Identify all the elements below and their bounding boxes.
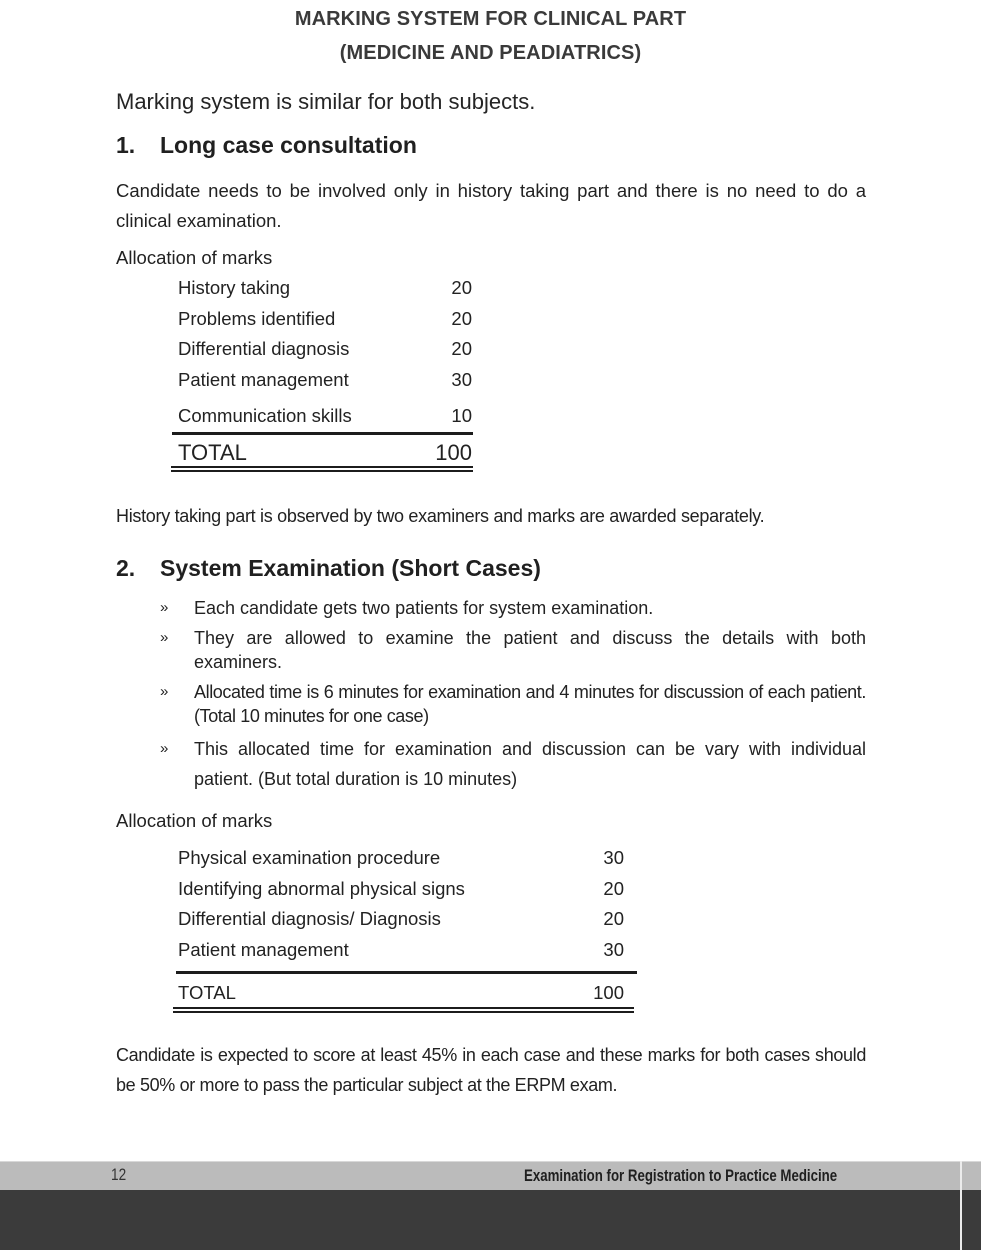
total-label: TOTAL [178,440,247,465]
bullet-item [160,680,866,728]
marks-value: 20 [451,277,472,298]
marks-value: 20 [603,877,624,899]
section-2-total-double-rule [173,1007,634,1013]
section-1-note: History taking part is observed by two examiners and marks are awarded separately. [116,506,765,526]
section-1-paragraph: Candidate needs to be involved only in history taking part and there is no need to do a clinical examination. [116,180,866,231]
intro-text: Marking system is similar for both subjects. [116,89,536,114]
marks-item: Differential diagnosis [178,338,350,359]
marks-value: 20 [451,307,472,329]
total-row [178,975,624,1011]
marks-value: 20 [451,338,472,359]
marks-row [178,365,472,396]
footer-dark-band [0,1190,981,1250]
marks-row [178,273,472,304]
section-2-note: Candidate is expected to score at least 45% in each case and these marks for both cases should be 50% or more to pass the particular subject at the ERPM exam. [116,1045,866,1095]
footer-book-title: Examination for Registration to Practice Medicine [524,1166,838,1185]
section-2-bullet-list [160,596,866,800]
bullet-chevron-icon: » [160,740,169,757]
section-2-heading [116,555,541,582]
marks-value: 30 [603,938,624,960]
marks-item: Problems identified [178,307,336,329]
total-value: 100 [435,440,472,465]
marks-item: Differential diagnosis/ Diagnosis [178,908,441,929]
bullet-item [160,626,866,674]
marks-item: History taking [178,277,291,298]
page-edge-divider [960,1161,962,1250]
section-1-allocation-label: Allocation of marks [116,247,273,268]
marks-row [178,935,624,966]
marks-value: 20 [603,908,624,929]
marks-row [178,401,472,432]
bullet-chevron-icon: » [160,683,169,700]
section-2-title: System Examination (Short Cases) [160,555,541,581]
section-2-total-top-rule [176,971,637,974]
marks-item: Patient management [178,938,349,960]
section-1-marks-table [178,273,472,432]
bullet-item [160,596,866,620]
marks-item: Identifying abnormal physical signs [178,877,465,899]
section-2-allocation-label: Allocation of marks [116,810,273,831]
bullet-chevron-icon: » [160,629,169,646]
section-1-title: Long case consultation [160,132,417,158]
footer-page-number: 12 [111,1165,127,1184]
total-value: 100 [593,982,624,1003]
bullet-chevron-icon: » [160,599,169,616]
section-2-total-row [178,975,624,1011]
marks-row [178,843,624,874]
marks-item: Communication skills [178,405,352,426]
section-2-number: 2. [116,555,136,581]
marks-value: 30 [603,847,624,868]
marks-row [178,904,624,935]
marks-value: 10 [451,405,472,426]
marks-row [178,334,472,365]
bullet-text: They are allowed to examine the patient and discuss the details with both examiners. [194,628,866,672]
page-title-line-1: MARKING SYSTEM FOR CLINICAL PART [294,8,687,30]
marks-value: 30 [451,368,472,390]
section-1-total-double-rule [171,466,473,472]
total-label: TOTAL [178,982,236,1003]
bullet-text: This allocated time for examination and discussion can be vary with individual patient. (But total duration is 10 minutes) [194,739,866,789]
section-1-heading [116,132,417,159]
marks-row [178,874,624,905]
bullet-text: Each candidate gets two patients for system examination. [194,598,654,618]
bullet-text: Allocated time is 6 minutes for examination and 4 minutes for discussion of each patient. (Total 10 minutes for one case) [194,682,866,726]
section-2-marks-table [178,843,624,965]
page-title-line-2: (MEDICINE AND PEADIATRICS) [339,42,642,64]
marks-item: Physical examination procedure [178,847,441,868]
bullet-item [160,734,866,794]
marks-row [178,304,472,335]
section-1-number: 1. [116,132,136,158]
marks-item: Patient management [178,368,349,390]
